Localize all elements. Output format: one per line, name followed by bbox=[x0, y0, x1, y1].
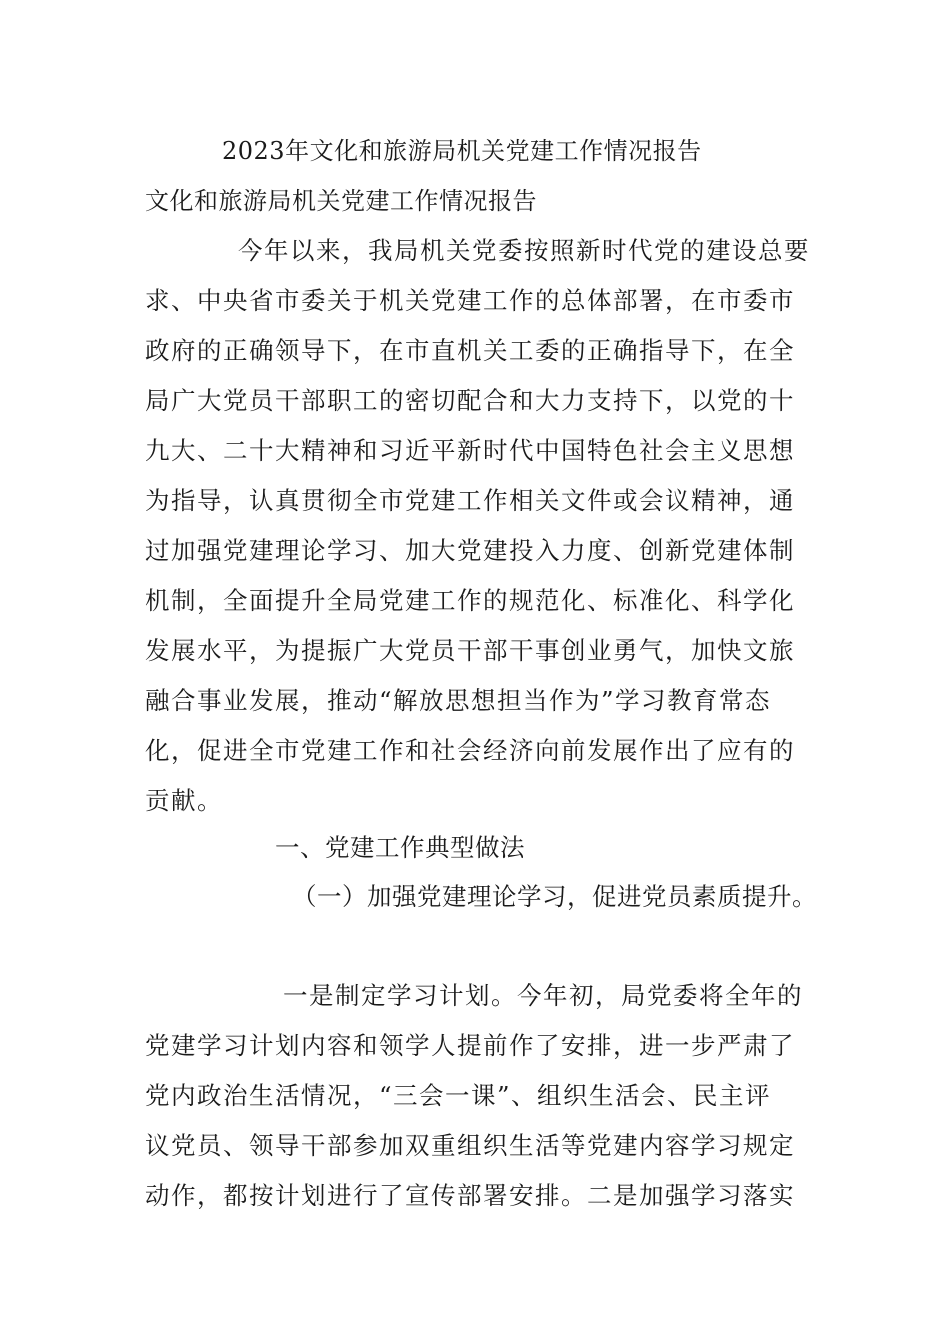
paragraph-line: 党建学习计划内容和领学人提前作了安排，进一步严肃了 bbox=[145, 1031, 795, 1060]
paragraph-line: 过加强党建理论学习、加大党建投入力度、创新党建体制 bbox=[145, 536, 795, 565]
paragraph-line: 发展水平，为提振广大党员干部干事创业勇气，加快文旅 bbox=[145, 636, 795, 665]
paragraph-line: 机制，全面提升全局党建工作的规范化、标准化、科学化 bbox=[145, 586, 795, 615]
paragraph-line: 党内政治生活情况，“三会一课”、组织生活会、民主评 bbox=[145, 1081, 772, 1110]
paragraph-line: 政府的正确领导下，在市直机关工委的正确指导下，在全 bbox=[145, 336, 795, 365]
subsection-heading: （一）加强党建理论学习，促进党员素质提升。 bbox=[292, 882, 817, 911]
paragraph-line: 化，促进全市党建工作和社会经济向前发展作出了应有的 bbox=[145, 736, 795, 765]
document-subtitle: 文化和旅游局机关党建工作情况报告 bbox=[145, 187, 537, 215]
document-title: 2023年文化和旅游局机关党建工作情况报告 bbox=[222, 137, 702, 165]
paragraph-line: 为指导，认真贯彻全市党建工作相关文件或会议精神，通 bbox=[145, 486, 795, 515]
paragraph-line: 今年以来，我局机关党委按照新时代党的建设总要 bbox=[238, 236, 810, 265]
paragraph-line: 融合事业发展，推动“解放思想担当作为”学习教育常态 bbox=[145, 686, 772, 715]
paragraph-line: 一是制定学习计划。今年初，局党委将全年的 bbox=[283, 981, 803, 1010]
paragraph-line: 动作，都按计划进行了宣传部署安排。二是加强学习落实 bbox=[145, 1181, 795, 1210]
paragraph-line: 局广大党员干部职工的密切配合和大力支持下，以党的十 bbox=[145, 386, 795, 415]
paragraph-line: 求、中央省市委关于机关党建工作的总体部署，在市委市 bbox=[145, 286, 795, 315]
paragraph-line: 议党员、领导干部参加双重组织生活等党建内容学习规定 bbox=[145, 1131, 795, 1160]
paragraph-line: 贡献。 bbox=[145, 786, 223, 815]
paragraph-line: 九大、二十大精神和习近平新时代中国特色社会主义思想 bbox=[145, 436, 795, 465]
section-heading: 一、党建工作典型做法 bbox=[275, 833, 525, 862]
